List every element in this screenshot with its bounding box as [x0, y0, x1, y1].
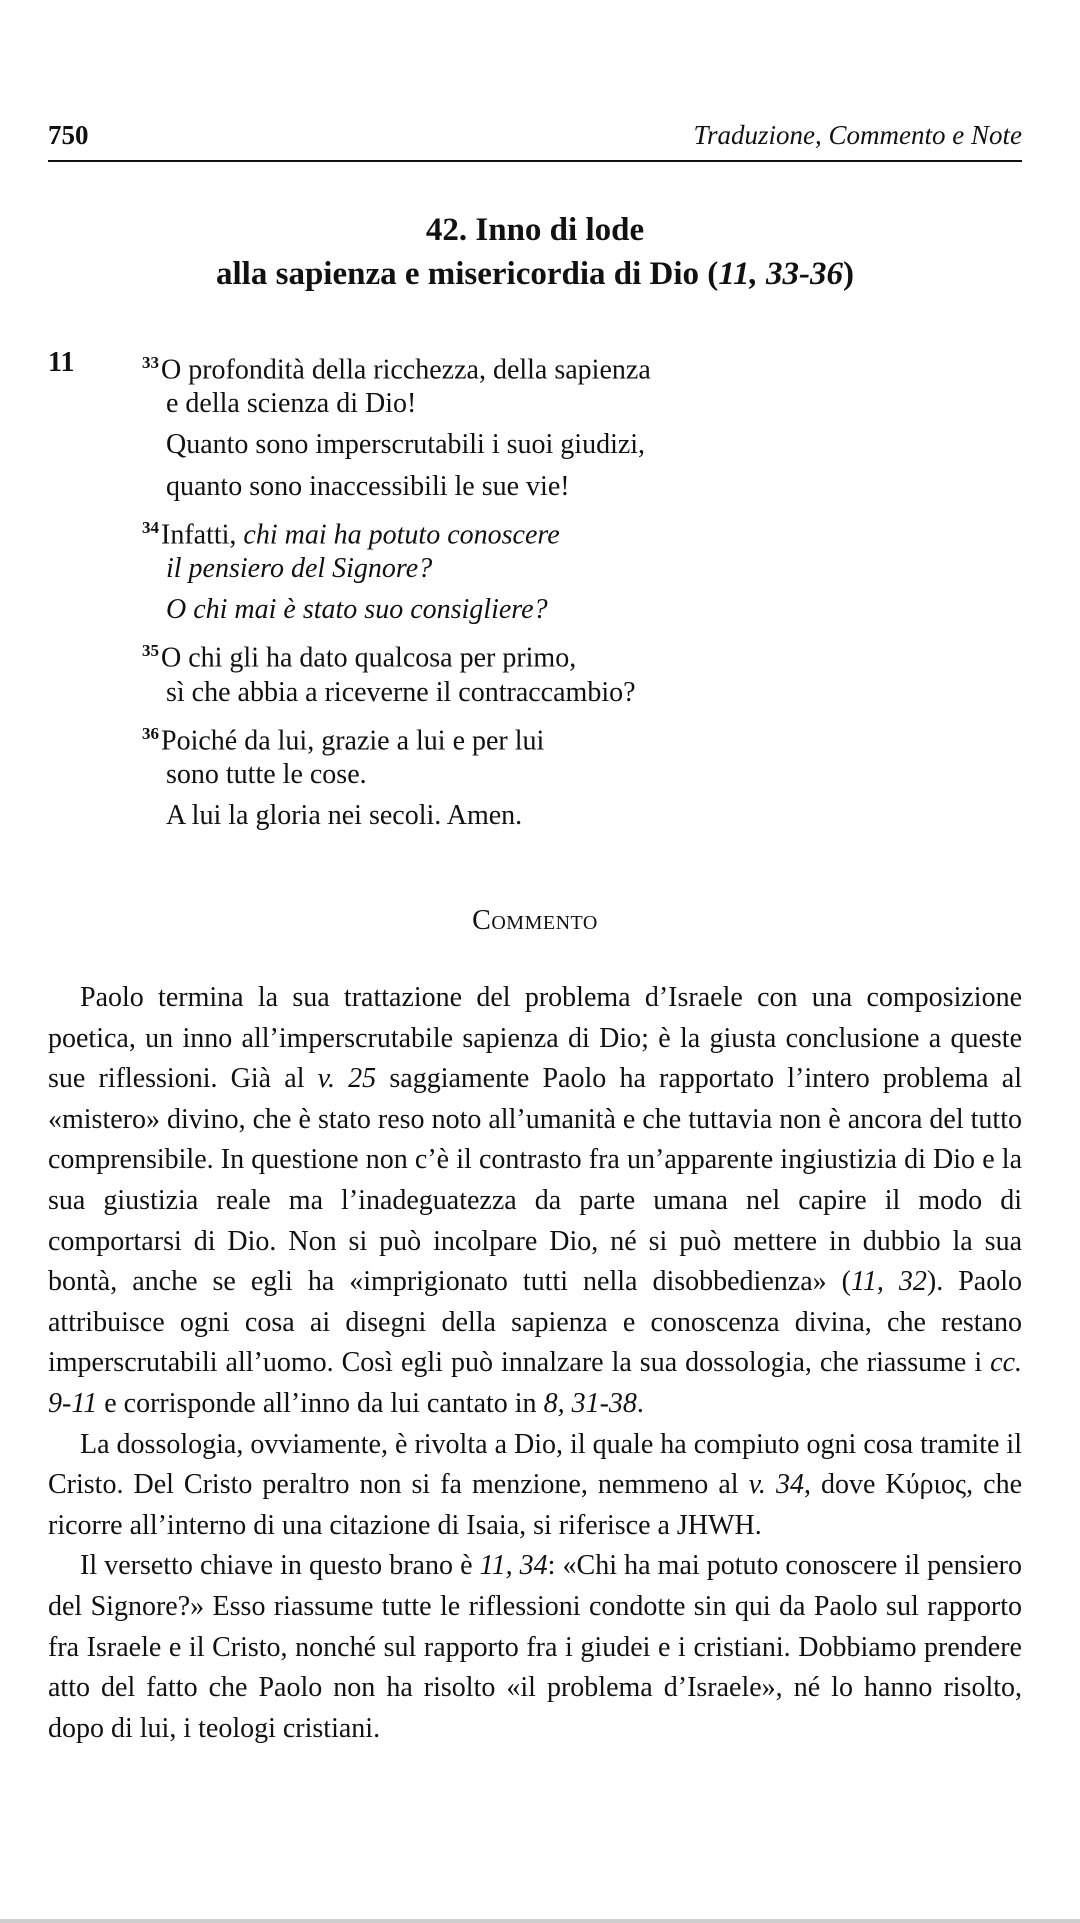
verse-text: sono tutte le cose.: [166, 759, 367, 790]
book-page: [48, 0, 1022, 1923]
verse-line: [166, 672, 636, 713]
verse-line: [166, 548, 432, 589]
paragraph-text: La dossologia, ovviamente, è rivolta a Dio, il quale ha compiuto ogni cosa tramite il Cristo. Del Cristo peraltro non si fa menzione, nemmeno al: [48, 1428, 1022, 1501]
verse-number: 36: [142, 723, 159, 743]
verse-line: [166, 383, 416, 424]
verse-number: 35: [142, 641, 159, 661]
citation-reference: 11, 32: [850, 1266, 927, 1298]
verse-line: [166, 466, 570, 507]
paragraph-text: .: [636, 1387, 644, 1419]
verse-line: [166, 424, 645, 465]
paragraph-text: : «Chi ha mai potuto conoscere il pensiero del Signore?» Esso riassume tutte le riflessioni condotte sin qui da Paolo sul rapporto fra Israele e il Cristo, nonché sul rapporto fra i giudei e i cristiani. Dobbiamo prendere atto del fatto che Paolo non ha risolto «il problema d’Israele», né lo hanno risolto, dopo di lui, i teologi cristiani.: [48, 1550, 1022, 1744]
commentary-paragraph: [48, 1425, 1022, 1547]
paragraph-text: saggiamente Paolo ha rapportato l’intero problema al «mistero» divino, che è stato reso noto all’umanità e che tuttavia non è ancora del tutto comprensibile. In questione non c’è il contrasto fra un’apparente ingiustizia di Dio e la sua giustizia reale ma l’inadeguatezza da parte umana nel capire il modo di comportarsi di Dio. Non si può incolpare Dio, né si può mettere in dubbio la sua bontà, anche se egli ha «imprigionato tutti nella disobbedienza» (: [48, 1063, 1022, 1298]
running-section-title: Traduzione, Commento e Note: [693, 120, 1022, 150]
verse-text: quanto sono inaccessibili le sue vie!: [166, 470, 570, 502]
citation-reference: 11, 34: [479, 1550, 548, 1582]
commentary-paragraph: [48, 1546, 1022, 1749]
paragraph-text: Paolo termina la sua trattazione del problema d’Israele con una composizione poetica, un inno all’imperscrutabile sapienza di Dio; è la giusta conclusione a queste sue riflessioni. Già al: [48, 982, 1022, 1095]
section-title-closing: ): [842, 256, 854, 292]
verse-text: O chi gli ha dato qualcosa per primo,: [161, 642, 577, 674]
verse-line: [142, 713, 545, 757]
citation-reference: cc. 9-11: [48, 1347, 1022, 1419]
verse-number: 34: [142, 517, 159, 537]
verse-line: [166, 795, 522, 836]
verse-line: [166, 754, 367, 795]
verse-text: Quanto sono imperscrutabili i suoi giudizi,: [166, 429, 646, 461]
verse-text: Infatti,: [161, 519, 244, 551]
verse-text: sì che abbia a riceverne il contraccambio?: [166, 676, 636, 708]
citation-reference: v. 34: [748, 1469, 804, 1501]
verse-text: O chi mai è stato suo consigliere?: [166, 594, 548, 626]
paragraph-text: e corrisponde all’inno da lui cantato in: [97, 1387, 544, 1419]
running-header: [48, 120, 1022, 162]
bottom-edge: [0, 1919, 1080, 1923]
verse-line: [166, 589, 548, 630]
verse-line: [142, 507, 560, 551]
section-title-text: alla sapienza e misericordia di Dio (: [216, 256, 719, 292]
verse-number: 33: [142, 353, 159, 372]
section-title: [48, 208, 1022, 296]
verse-text: chi mai ha potuto conoscere: [243, 519, 560, 551]
paragraph-text: ). Paolo attribuisce ogni cosa ai disegni della sapienza e conoscenza divina, che restano imperscrutabili all’uomo. Così egli può innalzare la sua dossologia, che riassume i: [48, 1266, 1022, 1379]
section-title-reference: 11, 33-36: [718, 256, 843, 292]
section-title-line-2: [48, 252, 1022, 296]
citation-reference: v. 25: [317, 1063, 377, 1095]
verse-text: O profondità della ricchezza, della sapienza: [161, 354, 651, 386]
section-title-line-1: 42. Inno di lode: [425, 212, 645, 248]
verse-text: A lui la gloria nei secoli. Amen.: [166, 800, 523, 832]
paragraph-text: , dove Κύριος, che ricorre all’interno di una citazione di Isaia, si riferisce a JHWH.: [48, 1469, 1022, 1541]
page-number: 750: [48, 120, 89, 150]
chapter-number: 11: [48, 347, 75, 378]
verse-line: [142, 630, 577, 674]
commentary-body: [48, 978, 1022, 1749]
verse-text: Poiché da lui, grazie a lui e per lui: [161, 725, 545, 757]
verse-line: [142, 342, 651, 386]
verse-text: e della scienza di Dio!: [166, 388, 417, 420]
commentary-paragraph: [48, 978, 1022, 1425]
citation-reference: 8, 31-38: [543, 1387, 637, 1419]
paragraph-text: Il versetto chiave in questo brano è: [80, 1550, 480, 1582]
commentary-heading: Commento: [472, 905, 598, 936]
verse-text: il pensiero del Signore?: [166, 553, 433, 584]
